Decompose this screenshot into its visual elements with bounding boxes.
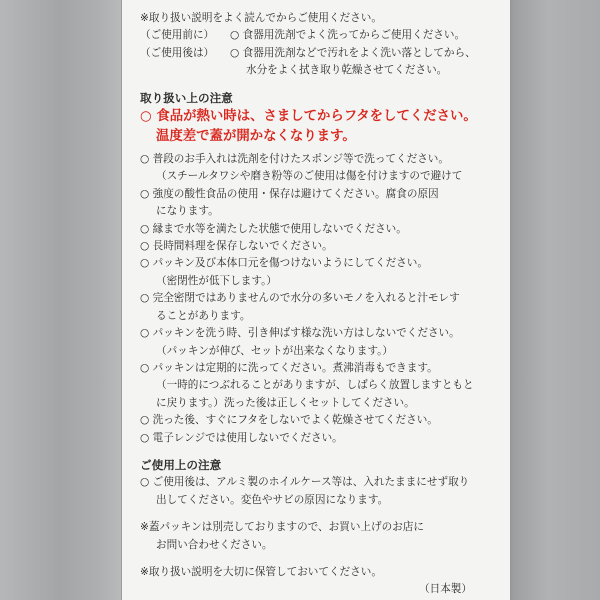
list-item: ○ 電子レンジでは使用しないでください。 [140, 431, 343, 444]
made-in-japan-label: （日本製） [419, 583, 472, 596]
list-item: になります。 [156, 205, 219, 218]
list-item: （一時的につぶれることがありますが、しばらく放置しますともと [156, 379, 474, 392]
list-item: ○ パッキンは定期的に洗ってください。煮沸消毒もできます。 [140, 361, 438, 374]
packing-note-1: ※蓋パッキンは別売しておりますので、お買い上げのお店に [140, 521, 424, 534]
list-item: （パッキンが伸び、セットが出来なくなります。） [156, 344, 393, 357]
keep-instructions-note: ※取り扱い説明を大切に保管しておいてください。 [140, 565, 382, 578]
after-use-row-2 [140, 62, 496, 79]
list-item: に戻ります。）洗った後は正しくセットしてください。 [156, 396, 415, 409]
list-item: ○ ご使用後は、アルミ製のホイルケース等は、入れたままにせず取り [140, 476, 470, 489]
list-item: （密閉性が低下します。） [156, 274, 277, 287]
list-item: ○ パッキン及び本体口元を傷つけないようにしてください。 [140, 257, 428, 270]
list-item: ○ 長時間料理を保存しないでください。 [140, 240, 333, 253]
before-use-label: （ご使用前に） [140, 29, 215, 42]
list-item: ることがあります。 [156, 309, 251, 322]
list-item: ○ 強度の酸性食品の使用・保存は避けてください。腐食の原因 [140, 187, 439, 200]
after-use-row [140, 45, 496, 62]
list-item: ○ パッキンを洗う時、引き伸ばす様な洗い方はしないでください。 [140, 327, 460, 340]
list-item: 出してください。変色やサビの原因になります。 [156, 493, 389, 506]
list-item: ○ 完全密閉ではありませんので水分の多いモノを入れると汁モレす [140, 292, 460, 305]
list-item: ○ 縁まで水等を満たした状態で使用しないでください。 [140, 222, 407, 235]
after-use-label: （ご使用後は） [140, 46, 215, 59]
list-item: （スチールタワシや磨き粉等のご使用は傷を付けますので避けて [156, 170, 463, 183]
after-use-text-2: 水分をよく拭き取り乾燥させてください。 [246, 64, 448, 77]
instruction-text [140, 10, 496, 599]
hot-food-warning-2: 温度差で蓋が開かなくなります。 [156, 129, 356, 145]
after-use-text-1: ○ 食器用洗剤などで汚れをよく洗い落としてから、 [230, 46, 476, 59]
before-use-row [140, 27, 496, 44]
handling-heading: 取り扱い上の注意 [140, 90, 233, 105]
list-item: ○ 洗った後、すぐにフタをしないでよく乾燥させてください。 [140, 414, 438, 427]
packing-note-2: お問い合わせください。 [156, 538, 273, 551]
usage-heading: ご使用上の注意 [140, 457, 222, 472]
list-item: ○ 普段のお手入れは洗剤を付けたスポンジ等で洗ってください。 [140, 153, 449, 166]
before-use-text: ○ 食器用洗剤でよく洗ってからご使用ください。 [230, 29, 466, 42]
read-first-note: ※取り扱い説明をよく読んでからご使用ください。 [140, 12, 382, 24]
package-edge-right [508, 0, 600, 600]
hot-food-warning-1: ○ 食品が熱い時は、さましてからフタをしてください。 [140, 109, 477, 125]
